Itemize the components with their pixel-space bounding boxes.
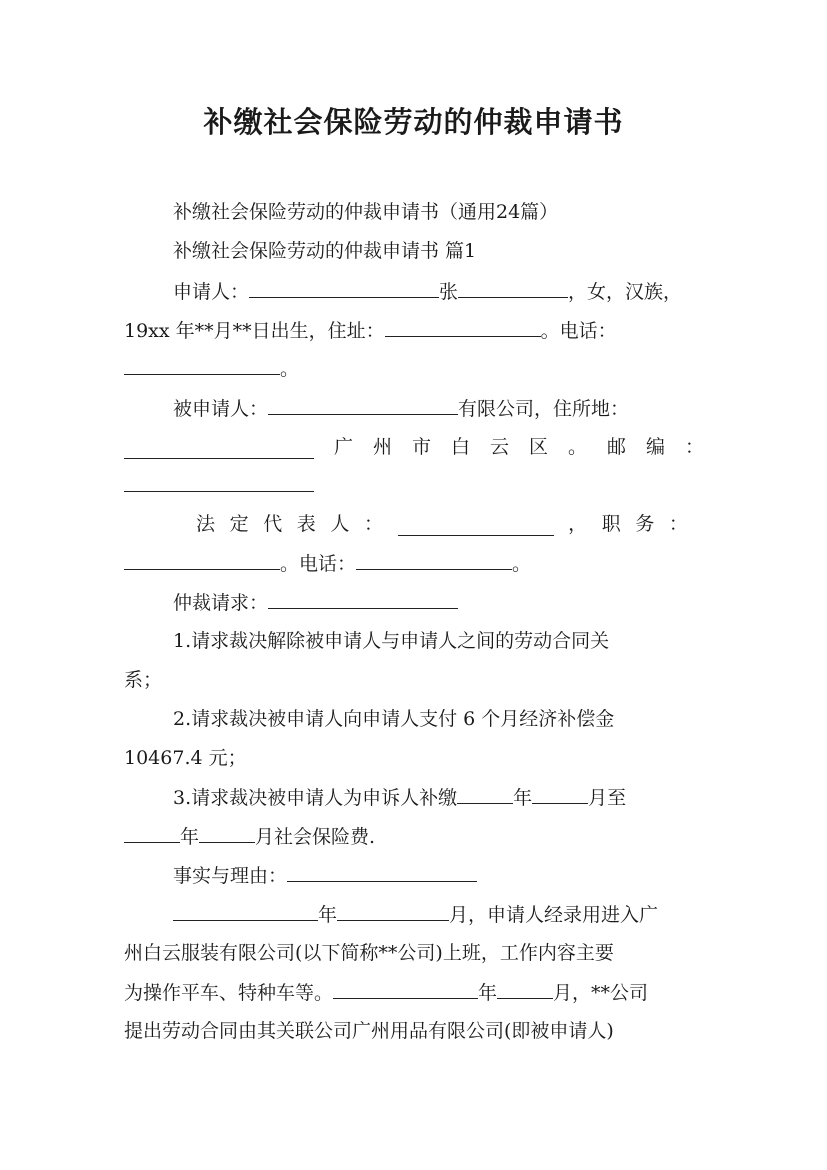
year-text: 年 <box>180 826 200 848</box>
applicant-name: 张 <box>439 281 459 303</box>
blank-field <box>333 980 478 999</box>
phone-line <box>124 356 299 381</box>
claim-3-text: 3.请求裁决被申请人为申诉人补缴 <box>173 787 458 809</box>
address-char: 广 <box>333 436 353 458</box>
subtitle-line: 补缴社会保险劳动的仲裁申请书（通用24篇） <box>173 201 559 223</box>
month-to-text: 月至 <box>588 787 627 809</box>
year-text: 年 <box>318 904 338 926</box>
year-text: 年 <box>513 787 533 809</box>
phone-label: 。电话： <box>540 320 617 342</box>
phone-label: 。电话： <box>280 553 357 575</box>
facts-3-text: 为操作平车、特种车等。 <box>124 982 334 1004</box>
blank-field <box>199 824 255 843</box>
blank-field <box>532 785 588 804</box>
address-char: 编 <box>645 436 665 458</box>
claim-2-line-b: 10467.4 元； <box>124 747 247 769</box>
duty-char: 务 <box>635 513 655 535</box>
legal-rep-char: ： <box>363 513 383 535</box>
facts-1-text: 月，申请人经录用进入广 <box>449 904 659 926</box>
blank-field <box>268 590 458 609</box>
facts-line-3 <box>124 980 648 1005</box>
applicant-label: 申请人： <box>173 281 250 303</box>
facts-line-2: 州白云服装有限公司(以下简称**公司)上班，工作内容主要 <box>124 942 614 964</box>
blank-field <box>458 279 568 298</box>
postcode-line <box>124 473 314 498</box>
claim-1-line-a: 1.请求裁决解除被申请人与申请人之间的劳动合同关 <box>173 630 610 652</box>
comma-text: ， <box>568 513 588 535</box>
facts-3-month-text: 月，**公司 <box>553 982 649 1004</box>
legal-rep-char: 代 <box>263 513 283 535</box>
address-char: 邮 <box>606 436 626 458</box>
blank-field <box>124 473 314 492</box>
blank-field <box>249 279 439 298</box>
duty-char: 职 <box>601 513 621 535</box>
address-char: ： <box>684 436 704 458</box>
blank-field <box>337 902 449 921</box>
address-char: 。 <box>567 436 587 458</box>
respondent-line <box>173 396 629 421</box>
claims-label: 仲裁请求： <box>173 592 269 614</box>
respondent-company: 有限公司，住所地： <box>458 398 630 420</box>
blank-field <box>124 551 280 570</box>
address-char: 州 <box>372 436 392 458</box>
duty-char: ： <box>668 513 688 535</box>
year-text: 年 <box>478 982 498 1004</box>
facts-line-4: 提出劳动合同由其关联公司广州用品有限公司(即被申请人) <box>124 1020 614 1042</box>
blank-field <box>124 356 280 375</box>
section-heading: 补缴社会保险劳动的仲裁申请书 篇1 <box>173 240 477 262</box>
blank-field <box>173 902 318 921</box>
blank-field <box>497 980 553 999</box>
period-text: 。 <box>280 358 300 380</box>
applicant-line <box>173 279 682 304</box>
birth-text: 19xx 年**月**日出生，住址： <box>124 320 385 342</box>
facts-label-line <box>173 863 477 888</box>
claim-1-line-b: 系； <box>124 669 163 691</box>
claim-2-line-a: 2.请求裁决被申请人向申请人支付 6 个月经济补偿金 <box>173 708 615 730</box>
blank-field <box>457 785 513 804</box>
duty-phone-line <box>124 551 531 576</box>
blank-field <box>124 824 180 843</box>
period-text: 。 <box>512 553 532 575</box>
blank-field <box>287 863 477 882</box>
month-social-text: 月社会保险费. <box>255 826 376 848</box>
facts-label: 事实与理由： <box>173 865 288 887</box>
address-char: 市 <box>411 436 431 458</box>
legal-rep-char: 人 <box>330 513 350 535</box>
applicant-tail: ，女，汉族， <box>568 281 683 303</box>
respondent-label: 被申请人： <box>173 398 269 420</box>
claims-line <box>173 590 458 615</box>
facts-line-1 <box>173 902 658 927</box>
claim-3-line-a <box>173 785 626 810</box>
address-char: 白 <box>450 436 470 458</box>
document-title: 补缴社会保险劳动的仲裁申请书 <box>203 105 624 139</box>
blank-field <box>268 396 458 415</box>
legal-rep-line <box>196 512 688 536</box>
claim-3-line-b <box>124 824 375 849</box>
address-char: 区 <box>528 436 548 458</box>
blank-field <box>124 440 314 459</box>
blank-field <box>398 517 554 536</box>
blank-field <box>385 318 541 337</box>
address-line <box>124 435 704 459</box>
address-char: 云 <box>489 436 509 458</box>
legal-rep-char: 定 <box>229 513 249 535</box>
legal-rep-char: 表 <box>296 513 316 535</box>
blank-field <box>356 551 512 570</box>
birth-address-line <box>124 318 617 343</box>
legal-rep-char: 法 <box>196 513 216 535</box>
